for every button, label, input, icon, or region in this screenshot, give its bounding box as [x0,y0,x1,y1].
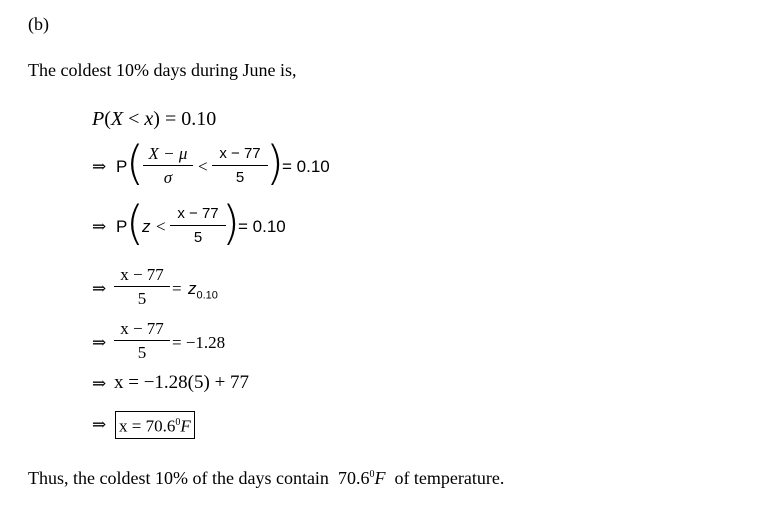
conclusion-unit: F [374,468,386,488]
eq5-frac [114,319,170,363]
eq2-close-paren: ) [266,136,284,190]
eq2-open-paren: ( [126,136,144,190]
eq1-p: P [92,108,105,130]
eq1-rhs: ) = 0.10 [153,108,217,130]
eq2-frac2-num: x − 77 [219,145,261,162]
eq2-frac1-num: X − μ [148,144,188,163]
eq2-frac2-den: 5 [235,169,245,186]
eq7-degree: 0 [175,417,181,428]
eq2-rhs: = 0.10 [282,157,330,176]
eq7-arrow: ⇒ [92,415,107,434]
eq3-close-paren: ) [222,196,240,250]
eq7-result: x = 70.6 [119,416,176,436]
eq3-p: P [116,217,128,236]
eq6-text: x = −1.28(5) + 77 [114,372,250,393]
eq4-z [188,279,218,301]
equation-1 [92,108,216,131]
eq1-x: x [144,108,154,130]
eq5-rhs: = −1.28 [172,333,226,352]
eq3-rhs: = 0.10 [238,217,286,236]
eq5-arrow: ⇒ [92,333,107,352]
eq3-arrow: ⇒ [92,217,107,236]
eq3-frac-den: 5 [193,229,203,246]
eq1-open: ( [104,108,111,130]
eq2-p: P [116,157,128,176]
eq2-frac2 [212,144,268,188]
eq2-arrow: ⇒ [92,157,107,176]
part-label: (b) [28,14,49,34]
eq2-frac1-den: σ [163,168,173,187]
eq3-frac [170,204,226,248]
eq1-lt: < [123,108,145,130]
eq6-arrow: ⇒ [92,374,107,393]
eq4-frac [114,265,170,309]
intro-text: The coldest 10% days during June is, [28,60,297,80]
eq5-frac-den: 5 [137,343,147,362]
eq4-z-letter: z [188,279,197,298]
eq7-result-box [115,411,195,439]
eq3-z: z [142,217,151,236]
eq1-X: X [110,108,124,130]
conclusion-after: of temperature. [385,468,505,488]
eq2-frac1 [143,144,193,188]
eq3-frac-num: x − 77 [177,205,219,222]
eq2-lt: < [198,157,208,176]
conclusion-text [28,468,504,489]
eq4-frac-num: x − 77 [120,265,164,284]
conclusion-value: 70.6 [337,468,370,488]
eq5-frac-num: x − 77 [120,319,164,338]
conclusion-before: Thus, the coldest 10% of the days contain [28,468,338,488]
eq4-arrow: ⇒ [92,279,107,298]
eq4-eq: = [172,279,182,298]
eq4-frac-den: 5 [137,289,147,308]
conclusion-degree: 0 [369,469,375,480]
eq3-lt: < [156,217,166,236]
eq4-z-sub: 0.10 [196,289,218,302]
eq7-unit: F [180,416,191,436]
eq3-open-paren: ( [126,196,144,250]
